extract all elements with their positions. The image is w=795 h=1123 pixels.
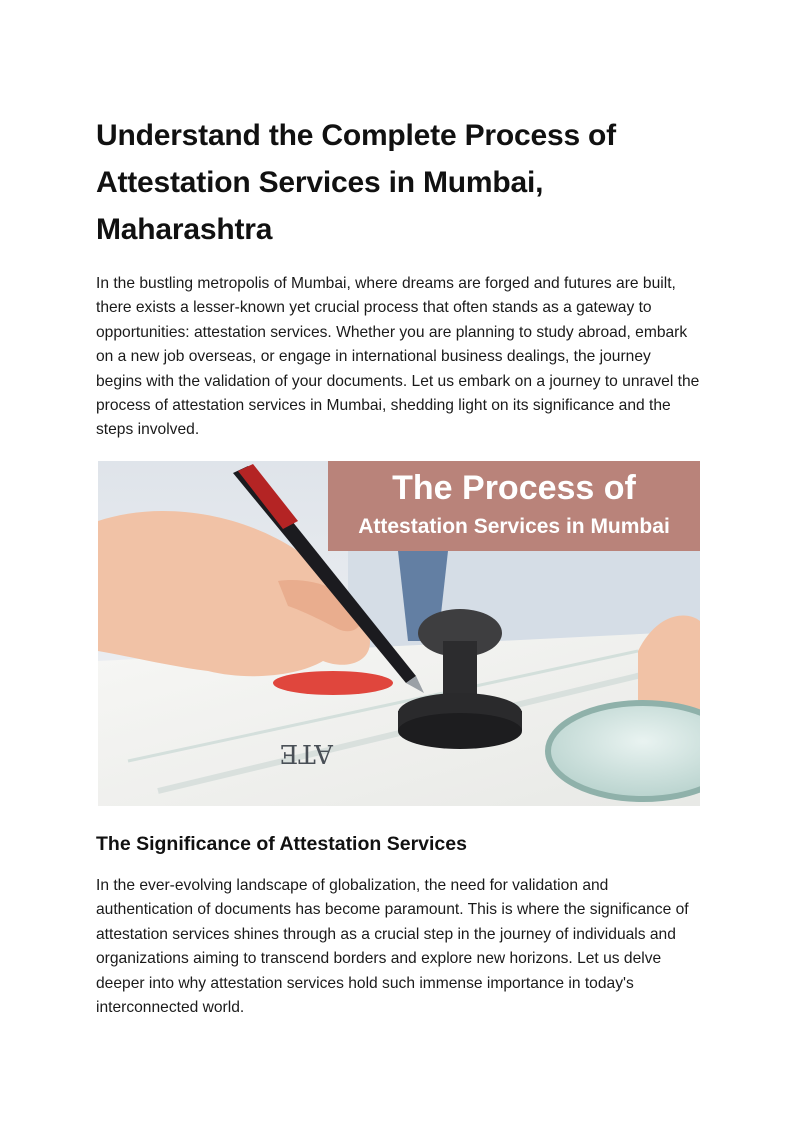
banner-subtitle: Attestation Services in Mumbai	[358, 515, 670, 538]
article-image	[98, 461, 700, 806]
intro-paragraph: In the bustling metropolis of Mumbai, where dreams are forged and futures are built, there exists a lesser-known yet crucial process that often stands as a gateway to opportunities: attestation services. Whether you are planning to study abroad, embark on a new job overseas, or engage in international business dealings, the journey begins with the validation of your documents. Let us embark on a journey to unravel the process of attestation services in Mumbai, shedding light on its significance and the steps involved.	[96, 275, 700, 439]
page-title: Understand the Complete Process of Attestation Services in Mumbai, Maharashtra	[96, 119, 616, 246]
certificate-text: ATE	[279, 738, 333, 768]
banner-title: The Process of	[392, 469, 636, 507]
section-heading: The Significance of Attestation Services	[96, 833, 467, 855]
image-banner	[328, 461, 700, 551]
section-paragraph: In the ever-evolving landscape of globalization, the need for validation and authentication of documents has become paramount. This is where the significance of attestation services shines through as a crucial step in the journey of individuals and organizations aiming to transcend borders and explore new horizons. Let us delve deeper into why attestation services hold such immense importance in today's interconnected world.	[96, 877, 689, 1017]
